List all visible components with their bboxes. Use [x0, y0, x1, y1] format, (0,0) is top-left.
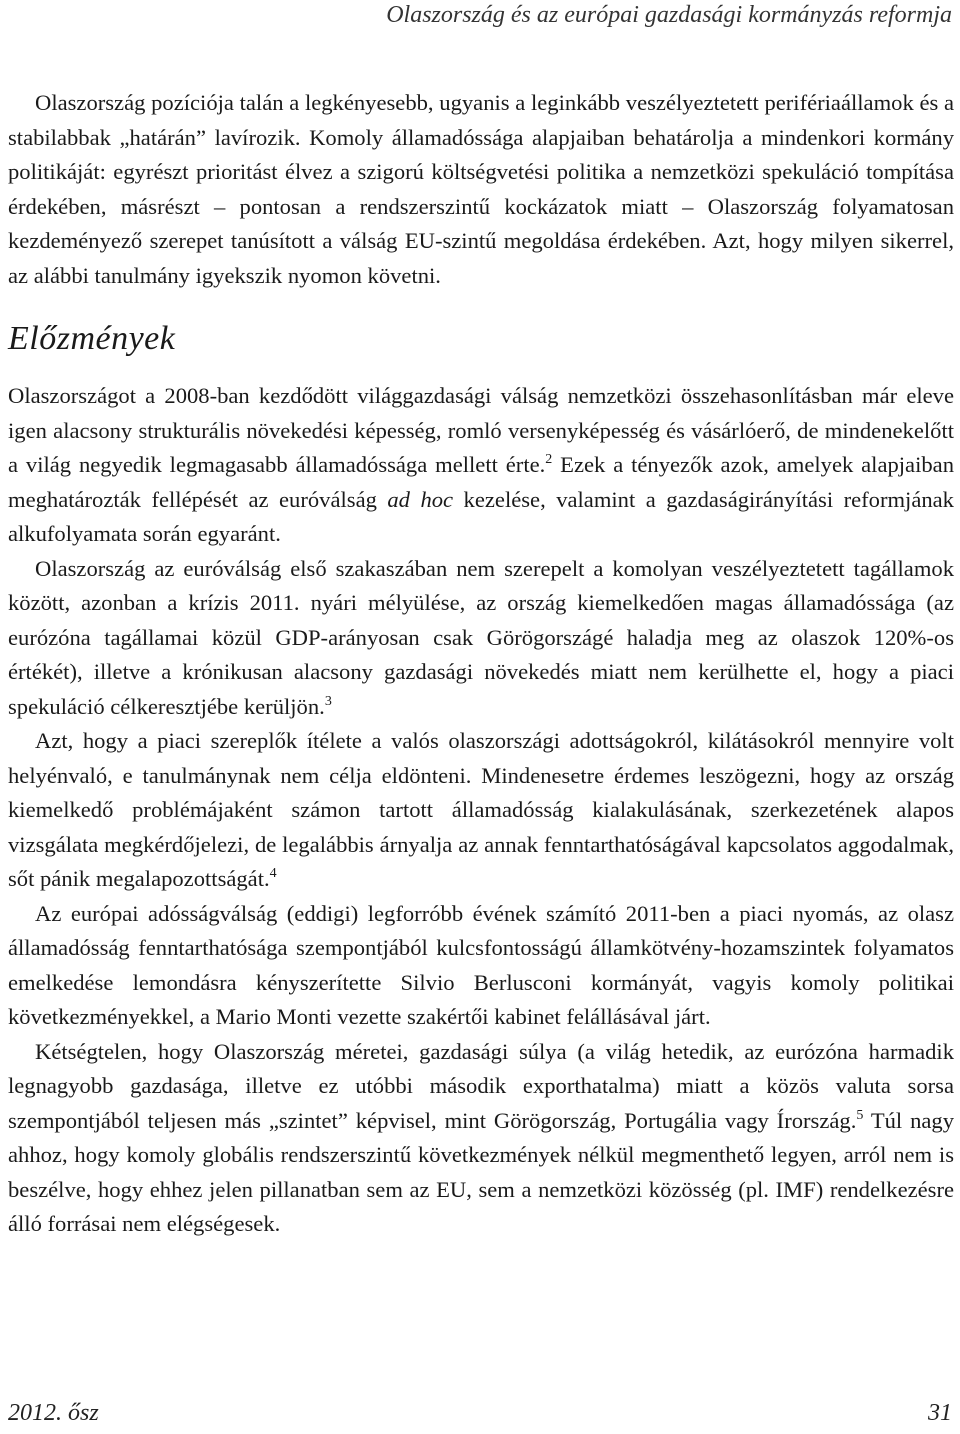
intro-paragraph: Olaszország pozíciója talán a legkényesebb, ugyanis a leginkább veszélyeztetett perifériaállamok és a stabilabbak „határán” lavírozik. Komoly államadóssága alapjaiban behatárolja a mindenkori kormány politikáját: egyrészt prioritást élvez a szigorú költségvetési politika a nemzetközi spekuláció tompítása érdekében, másrészt – pontosan a rendszerszintű kockázatok miatt – Olaszország folyamatosan kezdeményező szerepet tanúsított a válság EU-szintű megoldása érdekében. Azt, hogy milyen sikerrel, az alábbi tanulmány igyekszik nyomon követni. [8, 90, 954, 288]
paragraph-2-text: Olaszország az euróválság első szakaszában nem szerepelt a komolyan veszélyeztetett tagállamok között, azonban a krízis 2011. nyári mélyülése, az ország kiemelkedően magas államadóssága (az eurózóna tagállamai közül GDP-arányosan csak Görögországé haladja meg az olaszok 120%-os értékét), illetve a krónikusan alacsony gazdasági növekedés miatt nem kerülhette el, hogy a piaci spekuláció célkeresztjébe kerüljön. [8, 555, 954, 719]
footnote-ref-2[interactable]: 2 [545, 452, 553, 467]
paragraph-5-text-b: Túl nagy ahhoz, hogy komoly globális rendszerszintű következmények nélkül megmenthető legyen, arról nem is beszélve, hogy ehhez jelen pillanatban sem az EU, sem a nemzetközi közösség (pl. IMF) rendelkezésre álló forrásai nem elégségesek. [8, 1107, 955, 1236]
paragraph-5 [8, 1035, 954, 1242]
paragraph-3 [8, 724, 954, 897]
paragraph-1-italic: ad hoc [387, 486, 454, 512]
paragraph-1 [8, 379, 954, 552]
footer-issue: 2012. ősz [8, 1400, 99, 1426]
running-header: Olaszország és az európai gazdasági kormányzás reformja [386, 2, 952, 28]
footnote-ref-4[interactable]: 4 [269, 866, 277, 881]
footnote-ref-5[interactable]: 5 [856, 1107, 864, 1123]
paragraph-3-text: Azt, hogy a piaci szereplők ítélete a valós olaszországi adottságokról, kilátásokról mennyire volt helyénvaló, e tanulmánynak nem célja eldönteni. Mindenesetre érdemes leszögezni, hogy az ország kiemelkedő problémájaként számon tartott államadósság kialakulásának, szerkezetének alapos vizsgálata megkérdőjelezi, de legalábbis árnyalja az annak fenntarthatóságával kapcsolatos aggodalmak, sőt pánik megalapozottságát. [8, 728, 954, 891]
paragraph-2 [8, 552, 954, 725]
article-body [8, 86, 954, 1242]
paragraph-5-text-a: Kétségtelen, hogy Olaszország méretei, gazdasági súlya (a világ hetedik, az eurózóna harmadik legnagyobb gazdasága, illetve ez utóbbi második exporthatalma) miatt a közös valuta sorsa szempontjából teljesen más „szintet” képvisel, mint Görögország, Portugália vagy Írország. [8, 1038, 954, 1133]
paragraph-1-text-b: Ezek a tényezők azok, amelyek alapjaiban meghatározták fellépését az euróválság [8, 452, 954, 512]
page-number: 31 [928, 1400, 952, 1426]
section-heading: Előzmények [8, 320, 176, 357]
paragraph-4: Az európai adósságválság (eddigi) legforróbb évének számító 2011-ben a piaci nyomás, az olasz államadósság fenntarthatósága szempontjából kulcsfontosságú államkötvény-hozamszintek folyamatos emelkedése lemondásra kényszerítette Silvio Berlusconi kormányát, vagyis komoly politikai következményekkel, a Mario Monti vezette szakértői kabinet felállásával járt. [8, 900, 954, 1029]
paragraph-1-text-a: Olaszországot a 2008-ban kezdődött világgazdasági válság nemzetközi összehasonlításban már eleve igen alacsony strukturális növekedési képesség, romló versenyképesség és vásárlóerő, de mindenekelőtt a világ negyedik legmagasabb államadóssága mellett érte. [8, 383, 954, 477]
footnote-ref-3[interactable]: 3 [324, 693, 332, 709]
paragraph-1-text-c: kezelése, valamint a gazdaságirányítási reformjának alkufolyamata során egyaránt. [8, 486, 954, 546]
